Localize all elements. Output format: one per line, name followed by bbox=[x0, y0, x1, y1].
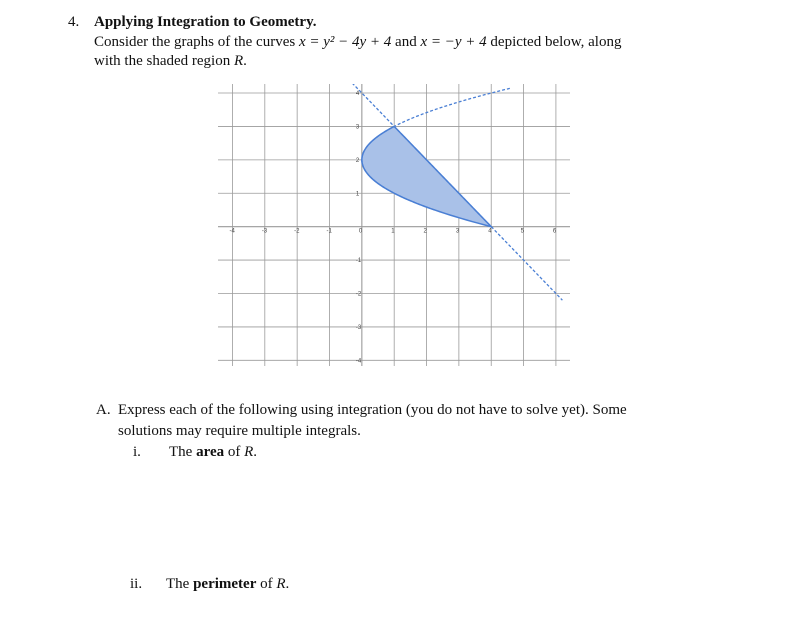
sub-question-text: of bbox=[227, 444, 241, 460]
sub-question-text: The bbox=[169, 444, 193, 460]
x-tick-label: 4 bbox=[488, 228, 492, 235]
y-tick-label: -4 bbox=[355, 358, 362, 365]
period: . bbox=[243, 53, 247, 69]
problem-title: Applying Integration to Geometry. bbox=[94, 14, 317, 30]
period: . bbox=[285, 576, 290, 592]
y-tick-label: 4 bbox=[355, 91, 360, 98]
y-tick-label: -2 bbox=[355, 291, 362, 298]
problem-number: 4. bbox=[68, 14, 80, 30]
period: . bbox=[253, 444, 258, 460]
graph bbox=[218, 84, 570, 366]
y-tick-label: 2 bbox=[355, 157, 360, 164]
curve-layer bbox=[352, 84, 562, 300]
region-label: R bbox=[276, 576, 286, 592]
problem-statement bbox=[94, 33, 734, 71]
x-tick-label: 1 bbox=[391, 228, 395, 235]
curve-1-equation: x = y² − 4y + 4 bbox=[298, 34, 392, 50]
sub-question-area bbox=[133, 442, 257, 462]
sub-question-keyword: area bbox=[196, 444, 225, 460]
sub-question-keyword: perimeter bbox=[193, 576, 257, 592]
y-tick-label: 3 bbox=[355, 124, 360, 131]
region-label: R bbox=[244, 444, 254, 460]
sub-question-perimeter bbox=[130, 574, 289, 594]
part-a-label: A. bbox=[96, 402, 111, 418]
sub-question-text: of bbox=[260, 576, 273, 592]
sub-question-number: ii. bbox=[130, 576, 143, 592]
x-tick-label: 2 bbox=[423, 228, 427, 235]
x-tick-label: 6 bbox=[552, 228, 557, 235]
intro-text-3: with the shaded region bbox=[94, 53, 231, 69]
y-tick-label: 1 bbox=[355, 191, 360, 198]
part-a-text-2: solutions may require multiple integrals. bbox=[118, 423, 361, 439]
intro-text-2: depicted below, along bbox=[490, 34, 622, 50]
part-a-text-1: Express each of the following using integration (you do not have to solve yet). Some bbox=[118, 402, 627, 418]
x-tick-label: -2 bbox=[294, 228, 300, 235]
x-tick-label: 0 bbox=[358, 228, 363, 235]
x-tick-label: -4 bbox=[229, 228, 235, 235]
and-text: and bbox=[395, 34, 417, 50]
x-tick-label: 5 bbox=[520, 228, 524, 235]
x-tick-label: 3 bbox=[455, 228, 460, 235]
part-a bbox=[96, 400, 696, 442]
curve-2-equation: x = −y + 4 bbox=[420, 34, 487, 50]
region-label: R bbox=[233, 53, 244, 69]
sub-question-text: The bbox=[166, 576, 190, 592]
problem-heading bbox=[68, 12, 317, 32]
x-tick-label: -1 bbox=[326, 228, 332, 235]
intro-text-1: Consider the graphs of the curves bbox=[94, 34, 296, 50]
line-curve bbox=[352, 84, 562, 300]
x-tick-label: -3 bbox=[261, 228, 268, 235]
y-tick-label: -3 bbox=[355, 324, 362, 331]
sub-question-number: i. bbox=[133, 444, 141, 460]
y-tick-label: -1 bbox=[355, 258, 362, 265]
